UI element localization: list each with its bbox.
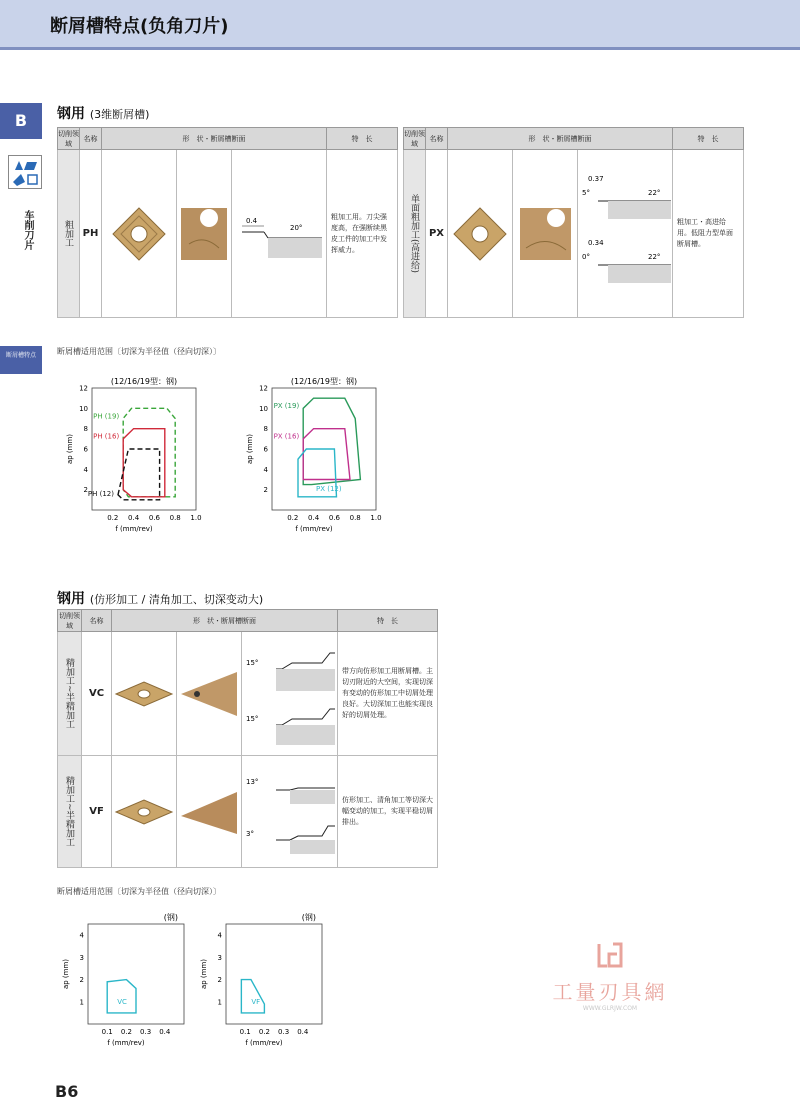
header-feature: 特 长 — [673, 128, 744, 150]
chart-ph — [58, 372, 218, 542]
y-tick-label: 8 — [83, 425, 88, 434]
x-axis-label: f (mm/rev) — [245, 1039, 283, 1047]
x-tick-label: 0.3 — [140, 1028, 152, 1036]
px-dim-a4: 22° — [648, 252, 661, 261]
header-shape: 形 状・断屑槽断面 — [102, 128, 327, 150]
y-axis-label: ap (mm) — [246, 433, 254, 465]
series-region — [107, 980, 136, 1013]
header-name: 名称 — [80, 128, 102, 150]
category-label: 车削刀片 — [22, 210, 33, 250]
chart-title: (钢) — [163, 913, 178, 922]
header-field: 切削领域 — [59, 611, 80, 630]
section-title-steel-3d — [57, 103, 149, 123]
px-dim-a2: 22° — [648, 188, 661, 197]
y-tick-label: 4 — [79, 931, 84, 940]
y-tick-label: 10 — [259, 404, 268, 413]
watermark — [540, 940, 680, 1020]
header-name: 名称 — [82, 610, 112, 632]
px-dim-a1: 5° — [582, 188, 590, 197]
vc-angle-1: 15° — [246, 658, 259, 667]
x-tick-label: 0.3 — [278, 1028, 290, 1036]
y-tick-label: 2 — [79, 976, 84, 985]
y-tick-label: 2 — [83, 486, 88, 495]
section-tab-b[interactable]: B — [0, 103, 42, 139]
series-region — [241, 980, 264, 1013]
x-tick-label: 0.4 — [308, 514, 320, 522]
table-px — [403, 127, 744, 318]
side-tag-chipbreaker[interactable]: 断屑槽特点 — [0, 346, 42, 374]
x-tick-label: 0.4 — [159, 1028, 171, 1036]
x-axis-label: f (mm/rev) — [115, 525, 153, 533]
series-region — [123, 429, 165, 497]
header-shape: 形 状・断屑槽断面 — [112, 610, 338, 632]
ph-feature: 粗加工用。刀尖强度高，在强断续黑皮工件的加工中发挥威力。 — [327, 150, 398, 318]
y-tick-label: 4 — [263, 465, 268, 474]
range-caption-2: 断屑槽适用范围〔切深为半径值（径向切深）〕 — [57, 887, 221, 896]
header-field: 切削领域 — [404, 129, 425, 148]
y-tick-label: 10 — [79, 404, 88, 413]
px-dim-w1: 0.37 — [588, 174, 604, 183]
vc-edge-image — [177, 632, 242, 756]
page-number: B6 — [55, 1082, 79, 1101]
header-name: 名称 — [426, 128, 448, 150]
y-tick-label: 3 — [217, 953, 222, 962]
vf-angle-2: 3° — [246, 829, 254, 838]
y-tick-label: 4 — [217, 931, 222, 940]
vf-feature: 仿形加工、清角加工等切深大幅变动的加工，实现平稳切屑排出。 — [338, 756, 438, 868]
y-tick-label: 3 — [79, 953, 84, 962]
x-tick-label: 1.0 — [190, 514, 202, 522]
page-header — [0, 0, 800, 50]
vc-angle-2: 15° — [246, 714, 259, 723]
x-tick-label: 0.4 — [128, 514, 140, 522]
series-label: PH (12) — [87, 489, 114, 498]
chart-title: (钢) — [301, 913, 316, 922]
ph-insert-image — [102, 150, 177, 318]
ph-category: 粗加工 — [58, 150, 80, 318]
y-tick-label: 4 — [83, 465, 88, 474]
insert-shapes-icon — [8, 155, 42, 189]
table-ph — [57, 127, 398, 318]
x-tick-label: 0.8 — [169, 514, 181, 522]
ph-section — [232, 150, 327, 318]
y-tick-label: 12 — [79, 384, 88, 393]
x-tick-label: 0.2 — [287, 514, 299, 522]
series-label: VC — [117, 998, 127, 1006]
ph-dim-angle: 20° — [290, 223, 303, 232]
range-caption-1: 断屑槽适用范围〔切深为半径值（径向切深）〕 — [57, 347, 221, 356]
vf-section — [242, 756, 338, 868]
y-tick-label: 1 — [79, 998, 84, 1007]
header-feature: 特 长 — [338, 610, 438, 632]
section-1-subtitle: (3维断屑槽) — [89, 108, 150, 121]
x-tick-label: 0.1 — [239, 1028, 251, 1036]
series-label: PX (12) — [316, 484, 342, 493]
vc-category: 精加工~半精加工 — [58, 632, 82, 756]
px-edge-image — [513, 150, 578, 318]
x-tick-label: 0.1 — [101, 1028, 113, 1036]
px-dim-a3: 0° — [582, 252, 590, 261]
table-row — [58, 756, 438, 868]
vc-insert-image — [112, 632, 177, 756]
px-insert-image — [448, 150, 513, 318]
vf-category: 精加工~半精加工 — [58, 756, 82, 868]
section-2-subtitle: (仿形加工 / 清角加工、切深变动大) — [89, 593, 264, 606]
y-tick-label: 12 — [259, 384, 268, 393]
px-category: 单面粗加工(高进给) — [404, 150, 426, 318]
x-tick-label: 0.2 — [120, 1028, 132, 1036]
chart-frame — [226, 924, 322, 1024]
ph-code: PH — [80, 150, 102, 318]
series-label: PX (16) — [273, 432, 300, 441]
section-2-title: 钢用 — [57, 591, 85, 607]
x-tick-label: 0.4 — [297, 1028, 309, 1036]
table-profile — [57, 609, 438, 868]
series-region — [123, 408, 175, 496]
series-label: PH (16) — [93, 432, 120, 441]
x-tick-label: 0.6 — [148, 514, 160, 522]
vf-insert-image — [112, 756, 177, 868]
y-tick-label: 2 — [217, 976, 222, 985]
table-row — [58, 632, 438, 756]
series-region — [303, 429, 350, 480]
series-label: PH (19) — [93, 412, 120, 421]
header-field: 切削领域 — [58, 129, 79, 148]
chart-vf — [198, 912, 338, 1052]
x-axis-label: f (mm/rev) — [295, 525, 333, 533]
header-shape: 形 状・断屑槽断面 — [448, 128, 673, 150]
series-label: VF — [251, 998, 261, 1006]
chart-vc — [60, 912, 200, 1052]
series-region — [303, 398, 360, 484]
section-1-title: 钢用 — [57, 106, 85, 122]
vc-feature: 带方向仿形加工用断屑槽。主切刃附近的大空间，实现切深有变动的仿形加工中切屑处理良好。大切深加工也能实现良好的切屑处理。 — [338, 632, 438, 756]
px-dim-w2: 0.34 — [588, 238, 604, 247]
y-axis-label: ap (mm) — [66, 433, 74, 465]
watermark-logo-icon — [595, 940, 625, 970]
chart-title: (12/16/19型：钢) — [290, 377, 358, 386]
x-tick-label: 0.8 — [349, 514, 361, 522]
x-tick-label: 1.0 — [370, 514, 382, 522]
vc-code: VC — [82, 632, 112, 756]
watermark-text: 工量刃具網 — [552, 980, 668, 1004]
px-section — [578, 150, 673, 318]
x-tick-label: 0.2 — [107, 514, 119, 522]
watermark-url: WWW.GLRJW.COM — [582, 1005, 638, 1012]
ph-edge-image — [177, 150, 232, 318]
x-axis-label: f (mm/rev) — [107, 1039, 145, 1047]
header-feature: 特 长 — [327, 128, 398, 150]
vf-edge-image — [177, 756, 242, 868]
series-label: PX (19) — [273, 402, 300, 411]
y-tick-label: 6 — [263, 445, 268, 454]
y-tick-label: 8 — [263, 425, 268, 434]
chart-px — [238, 372, 398, 542]
px-feature: 粗加工・高进给用。低阻力型单面断屑槽。 — [673, 150, 744, 318]
chart-title: (12/16/19型：钢) — [110, 377, 178, 386]
y-axis-label: ap (mm) — [62, 958, 70, 990]
x-tick-label: 0.2 — [258, 1028, 270, 1036]
y-tick-label: 2 — [263, 486, 268, 495]
page-title: 断屑槽特点(负角刀片) — [50, 16, 229, 37]
vf-angle-1: 13° — [246, 777, 259, 786]
px-code: PX — [426, 150, 448, 318]
ph-dim-w: 0.4 — [246, 216, 258, 225]
y-tick-label: 6 — [83, 445, 88, 454]
section-title-steel-profile — [57, 588, 263, 608]
vc-section — [242, 632, 338, 756]
y-tick-label: 1 — [217, 998, 222, 1007]
x-tick-label: 0.6 — [328, 514, 340, 522]
y-axis-label: ap (mm) — [200, 958, 208, 990]
vf-code: VF — [82, 756, 112, 868]
